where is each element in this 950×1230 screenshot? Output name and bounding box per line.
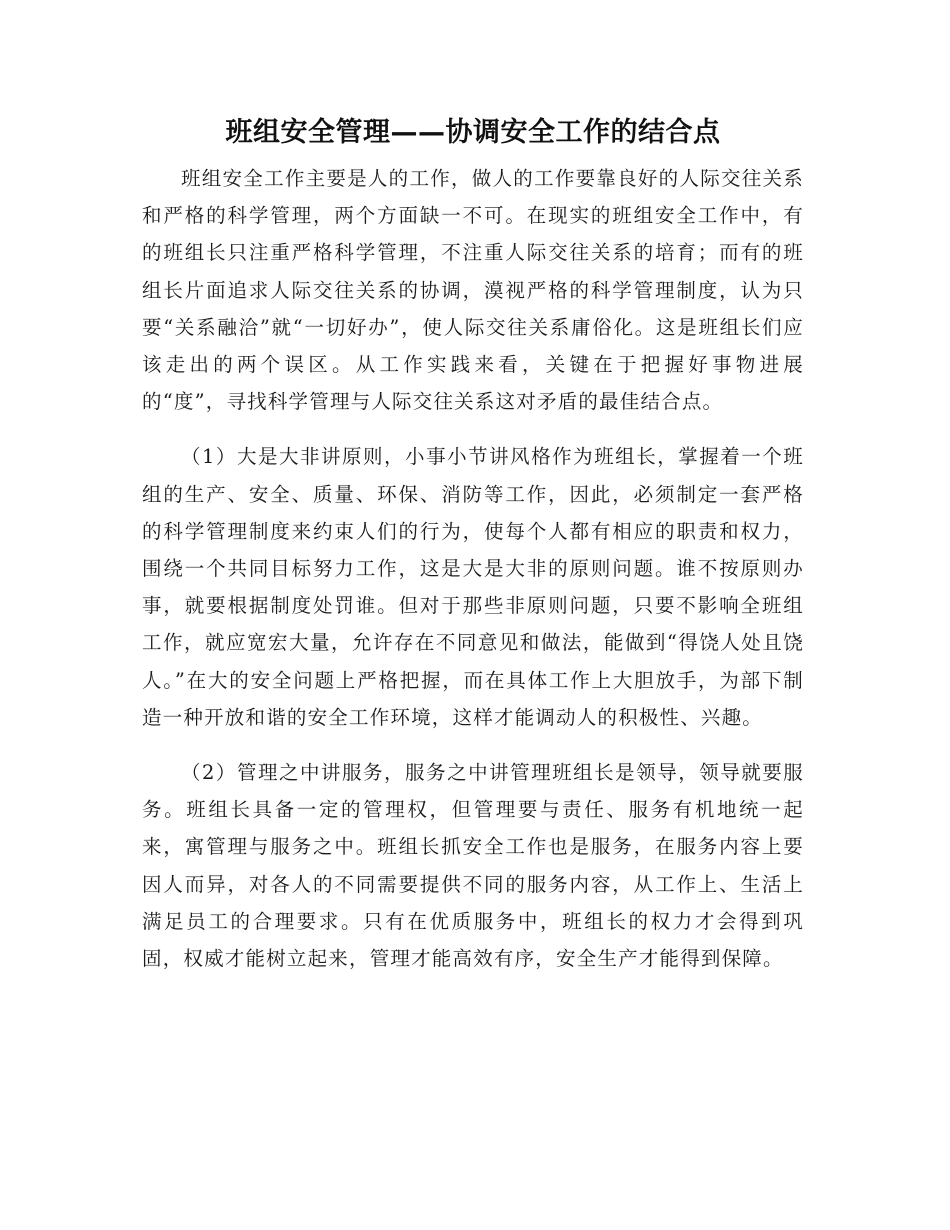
document-title: 班组安全管理——协调安全工作的结合点 (225, 117, 721, 148)
paragraph-point-2: （2）管理之中讲服务，服务之中讲管理班组长是领导，领导就要服务。班组长具备一定的管理权，但管理要与责任、服务有机地统一起来，寓管理与服务之中。班组长抓安全工作也是服务，在服务内容上要因人而异，对各人的不同需要提供不同的服务内容，从工作上、生活上满足员工的合理要求。只有在优质服务中，班组长的权力才会得到巩固，权威才能树立起来，管理才能高效有序，安全生产才能得到保障。 (142, 761, 804, 971)
paragraph-point-1: （1）大是大非讲原则，小事小节讲风格作为班组长，掌握着一个班组的生产、安全、质量、环保、消防等工作，因此，必须制定一套严格的科学管理制度来约束人们的行为，使每个人都有相应的职责和权力，围绕一个共同目标努力工作，这是大是大非的原则问题。谁不按原则办事，就要根据制度处罚谁。但对于那些非原则问题，只要不影响全班组工作，就应宽宏大量，允许存在不同意见和做法，能做到“得饶人处且饶人。”在大的安全问题上严格把握，而在具体工作上大胆放手，为部下制造一种开放和谐的安全工作环境，这样才能调动人的积极性、兴趣。 (142, 445, 804, 729)
paragraph-intro: 班组安全工作主要是人的工作，做人的工作要靠良好的人际交往关系和严格的科学管理，两个方面缺一不可。在现实的班组安全工作中，有的班组长只注重严格科学管理，不注重人际交往关系的培育；而有的班组长片面追求人际交往关系的协调，漠视严格的科学管理制度，认为只要“关系融洽”就“一切好办”，使人际交往关系庸俗化。这是班组长们应该走出的两个误区。从工作实践来看，关键在于把握好事物进展的“度”，寻找科学管理与人际交往关系这对矛盾的最佳结合点。 (142, 167, 804, 414)
document-page (142, 112, 804, 977)
